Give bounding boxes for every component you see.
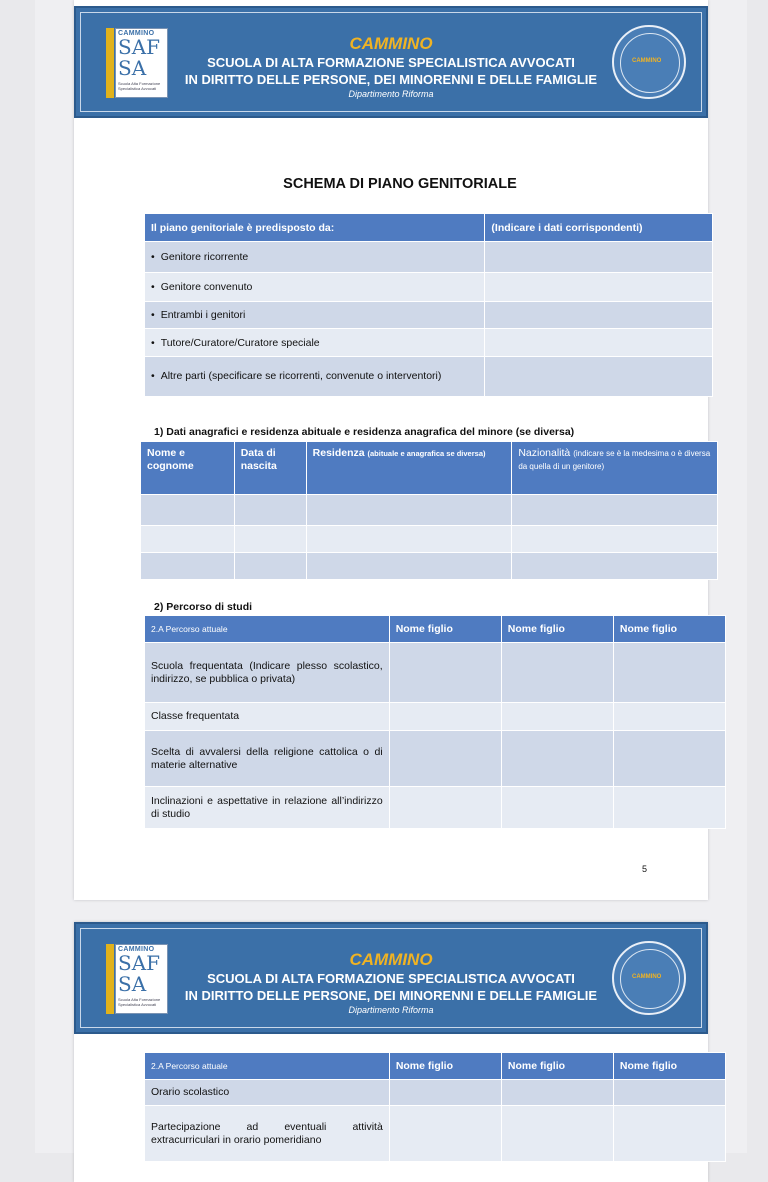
table-cell[interactable] xyxy=(512,553,718,580)
table-cell[interactable] xyxy=(512,526,718,553)
table-header: Nome e cognome xyxy=(141,442,235,495)
table-cell[interactable] xyxy=(485,242,713,273)
page-number: 5 xyxy=(642,864,648,874)
header-dept: Dipartimento Riforma xyxy=(348,89,434,99)
table-cell[interactable] xyxy=(613,787,725,829)
table-cell[interactable] xyxy=(389,703,501,731)
prepared-by-table xyxy=(144,213,713,397)
table-cell[interactable] xyxy=(501,1080,613,1106)
table-cell[interactable] xyxy=(306,553,512,580)
table-row-label: Orario scolastico xyxy=(145,1080,390,1106)
table-header: Residenza (abituale e anagrafica se diversa) xyxy=(306,442,512,495)
table-cell[interactable] xyxy=(485,357,713,397)
document-page-5 xyxy=(74,0,711,900)
table-header: Il piano genitoriale è predisposto da: xyxy=(145,214,485,242)
table-row-label: • Altre parti (specificare se ricorrenti, convenute o interventori) xyxy=(151,370,441,382)
table-cell[interactable] xyxy=(501,643,613,703)
header-line2: IN DIRITTO DELLE PERSONE, DEI MINORENNI E DELLE FAMIGLIE xyxy=(184,72,598,87)
table-cell[interactable] xyxy=(613,731,725,787)
document-title: SCHEMA DI PIANO GENITORIALE xyxy=(283,176,517,192)
table-row-label: • Genitore convenuto xyxy=(151,281,252,293)
table-cell[interactable] xyxy=(501,1106,613,1162)
table-cell[interactable] xyxy=(141,526,235,553)
table-row-label: • Tutore/Curatore/Curatore speciale xyxy=(151,337,320,349)
table-header: Nome figlio xyxy=(613,616,725,643)
table-header: Nome figlio xyxy=(613,1053,725,1080)
table-cell[interactable] xyxy=(485,302,713,329)
seal-logo: CAMMINO xyxy=(612,941,686,1015)
table-row-label: Classe frequentata xyxy=(145,703,390,731)
table-header: Nome figlio xyxy=(501,616,613,643)
table-header: (Indicare i dati corrispondenti) xyxy=(485,214,713,242)
table-cell[interactable] xyxy=(389,787,501,829)
header-title-block xyxy=(166,34,616,100)
seal-logo: CAMMINO xyxy=(612,25,686,99)
table-cell[interactable] xyxy=(512,495,718,526)
table-cell[interactable] xyxy=(613,703,725,731)
table-cell[interactable] xyxy=(389,731,501,787)
table-cell[interactable] xyxy=(485,329,713,357)
document-page-6 xyxy=(74,922,708,1182)
header-title: CAMMINO xyxy=(349,34,433,53)
table-cell[interactable] xyxy=(234,526,306,553)
table-cell[interactable] xyxy=(501,703,613,731)
table-row-label: Inclinazioni e aspettative in relazione all’indirizzo di studio xyxy=(145,787,390,829)
safsa-logo: CAMMINO SAF SA Scuola Alta Formazione Specialistica Avvocati xyxy=(106,28,168,98)
header-line1: SCUOLA DI ALTA FORMAZIONE SPECIALISTICA AVVOCATI xyxy=(207,971,575,986)
table-row-label: Scelta di avvalersi della religione cattolica o di materie alternative xyxy=(145,731,390,787)
header-line1: SCUOLA DI ALTA FORMAZIONE SPECIALISTICA AVVOCATI xyxy=(207,55,575,70)
table-cell[interactable] xyxy=(501,731,613,787)
header-banner xyxy=(74,6,708,118)
table-cell[interactable] xyxy=(389,1106,501,1162)
table-cell[interactable] xyxy=(234,553,306,580)
section-title-2: 2) Percorso di studi xyxy=(154,601,253,613)
table-cell[interactable] xyxy=(234,495,306,526)
table-header: 2.A Percorso attuale xyxy=(145,1053,390,1080)
table-cell[interactable] xyxy=(306,495,512,526)
table-row-label: • Genitore ricorrente xyxy=(151,251,248,263)
table-cell[interactable] xyxy=(485,273,713,302)
table-header: 2.A Percorso attuale xyxy=(145,616,390,643)
table-cell[interactable] xyxy=(141,553,235,580)
table-header: Nome figlio xyxy=(389,616,501,643)
table-row-label: • Entrambi i genitori xyxy=(151,309,245,321)
table-cell[interactable] xyxy=(389,643,501,703)
section-title-1: 1) Dati anagrafici e residenza abituale e residenza anagrafica del minore (se diversa) xyxy=(154,426,575,438)
header-line2: IN DIRITTO DELLE PERSONE, DEI MINORENNI E DELLE FAMIGLIE xyxy=(184,988,598,1003)
table-header: Nome figlio xyxy=(501,1053,613,1080)
table-row-label: Scuola frequentata (Indicare plesso scolastico, indirizzo, se pubblica o privata) xyxy=(145,643,390,703)
table-cell[interactable] xyxy=(141,495,235,526)
studies-table xyxy=(144,615,726,829)
safsa-logo: CAMMINO SAF SA Scuola Alta Formazione Specialistica Avvocati xyxy=(106,944,168,1014)
table-cell[interactable] xyxy=(389,1080,501,1106)
table-cell[interactable] xyxy=(613,1106,725,1162)
header-title: CAMMINO xyxy=(349,950,433,969)
studies-table-continued xyxy=(144,1052,726,1162)
header-title-block xyxy=(166,950,616,1016)
table-header: Nazionalità (indicare se è la medesima o è diversa da quella di un genitore) xyxy=(512,442,718,495)
table-header: Data di nascita xyxy=(234,442,306,495)
table-cell[interactable] xyxy=(613,1080,725,1106)
table-cell[interactable] xyxy=(613,643,725,703)
table-cell[interactable] xyxy=(306,526,512,553)
table-row-label: Partecipazione ad eventuali attività extracurriculari in orario pomeridiano xyxy=(145,1106,390,1162)
header-banner xyxy=(74,922,708,1034)
minor-data-table xyxy=(140,441,718,580)
header-dept: Dipartimento Riforma xyxy=(348,1005,434,1015)
table-cell[interactable] xyxy=(501,787,613,829)
table-header: Nome figlio xyxy=(389,1053,501,1080)
